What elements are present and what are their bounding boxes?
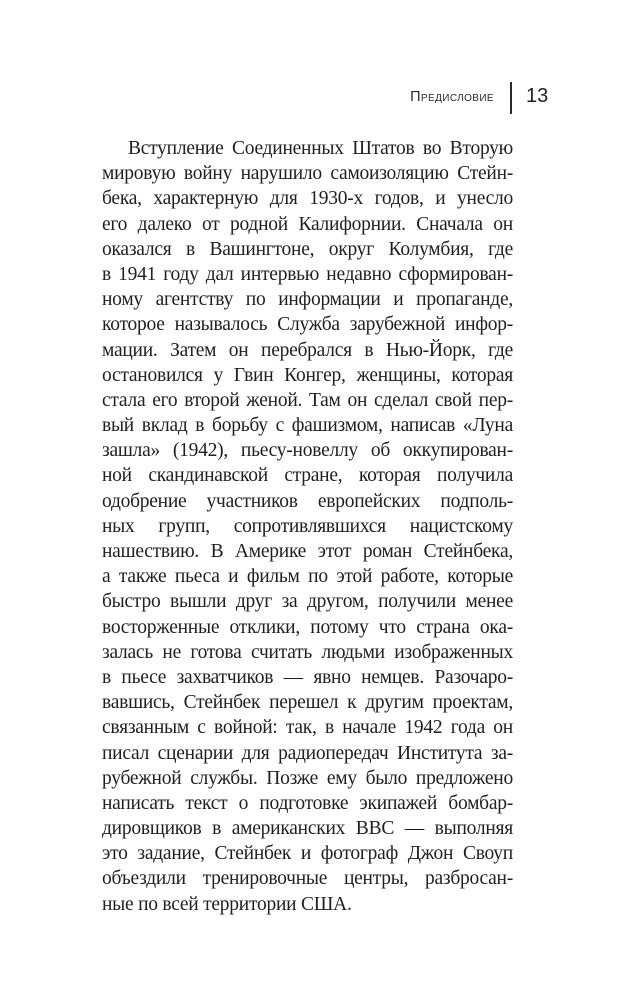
text-line: дировщиков в американских ВВС — выполняя: [102, 818, 513, 840]
text-line: вавшись, Стейнбек перешел к другим проектам,: [102, 692, 513, 714]
text-line: быстро вышли друг за другом, получили менее: [102, 591, 513, 613]
text-line: ной скандинавской стране, которая получила: [102, 465, 513, 487]
text-line: нашествию. В Америке этот роман Стейнбека,: [102, 541, 513, 562]
text-line: написать текст о подготовке экипажей бомбар-: [102, 792, 513, 814]
running-head: Предисловие: [410, 89, 494, 105]
text-line: бека, характерную для 1930-х годов, и унесло: [102, 188, 513, 210]
text-line: оказался в Вашингтоне, округ Колумбия, где: [102, 238, 513, 260]
text-line: стала его второй женой. Там он сделал свой пер-: [102, 389, 513, 411]
text-line: залась не готова считать людьми изображенных: [102, 641, 513, 663]
text-line: вый вклад в борьбу с фашизмом, написав «Луна: [102, 415, 513, 437]
text-line: ному агентству по информации и пропаганде,: [102, 289, 513, 311]
page-number: 13: [526, 85, 549, 107]
header-divider: [510, 82, 512, 114]
page-header: [0, 82, 632, 116]
text-line: зашла» (1942), пьесу-новеллу об оккупирован-: [102, 440, 513, 462]
text-line: восторженные отклики, потому что страна ока-: [102, 616, 513, 638]
text-line: одобрение участников европейских подполь-: [102, 490, 513, 512]
text-line: которое называлось Служба зарубежной инфор-: [102, 314, 513, 336]
text-line: рубежной службы. Позже ему было предложено: [102, 767, 513, 789]
body-paragraph: [102, 136, 513, 917]
text-line: его далеко от родной Калифорнии. Сначала он: [102, 213, 513, 235]
text-line: ных групп, сопротивлявшихся нацистскому: [102, 515, 513, 537]
text-line: объездили тренировочные центры, разбросан-: [102, 868, 513, 890]
text-line: в пьесе захватчиков — явно немцев. Разочаро-: [102, 666, 513, 688]
text-line: в 1941 году дал интервью недавно сформирован-: [102, 263, 513, 285]
text-line: связанным с войной: так, в начале 1942 года он: [102, 717, 513, 739]
text-line: Вступление Соединенных Штатов во Вторую: [128, 138, 513, 159]
text-line: мировую войну нарушило самоизоляцию Стейн-: [102, 163, 513, 185]
text-line: писал сценарии для радиопередач Института за-: [102, 742, 513, 764]
text-line: это задание, Стейнбек и фотограф Джон Своуп: [102, 843, 513, 865]
text-line: мации. Затем он перебрался в Нью-Йорк, где: [102, 339, 513, 361]
text-line: а также пьеса и фильм по этой работе, которые: [102, 566, 513, 588]
text-line: ные по всей территории США.: [102, 893, 352, 915]
text-line: остановился у Гвин Конгер, женщины, которая: [102, 364, 513, 386]
